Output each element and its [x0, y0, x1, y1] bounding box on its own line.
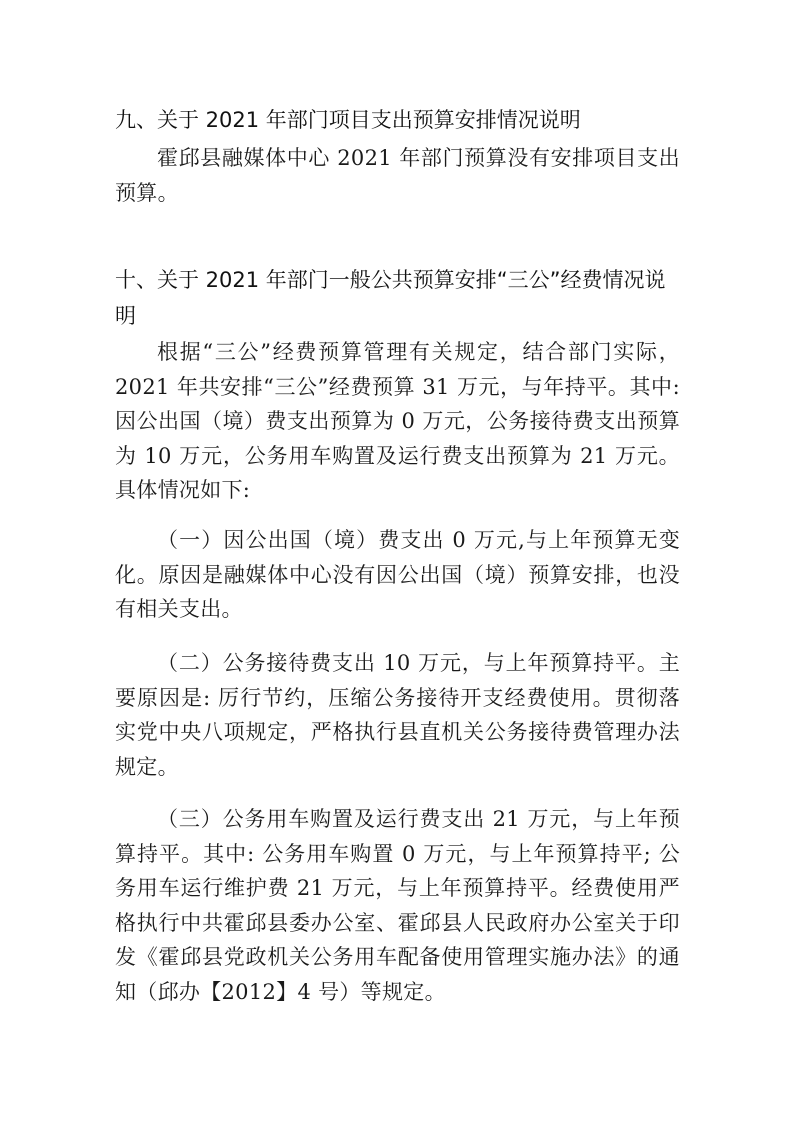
section-9-paragraph-1: 霍邱县融媒体中心 2021 年部门预算没有安排项目支出预算。: [115, 146, 680, 205]
section-9-heading: 九、关于 2021 年部门项目支出预算安排情况说明: [115, 108, 581, 132]
section-10-heading: 十、关于 2021 年部门一般公共预算安排“三公”经费情况说明: [115, 268, 666, 328]
section-10-paragraph-4: （三）公务用车购置及运行费支出 21 万元，与上年预算持平。其中: 公务用车购置 0 万元，与上年预算持平; 公务用车运行维护费 21 万元，与上年预算持平。经费使用严格执行中共霍邱县委办公室、霍邱县人民政府办公室关于印发《霍邱县党政机关公务用车配备使用管理实施办法》的通知（邱办【2012】4 号）等规定。: [115, 807, 680, 1004]
section-10-paragraph-3: （二）公务接待费支出 10 万元，与上年预算持平。主要原因是: 厉行节约，压缩公务接待开支经费使用。贯彻落实党中央八项规定，严格执行县直机关公务接待费管理办法规定。: [115, 651, 680, 779]
section-10-paragraph-2: （一）因公出国（境）费支出 0 万元,与上年预算无变化。原因是融媒体中心没有因公出国（境）预算安排，也没有相关支出。: [115, 528, 680, 621]
section-10-paragraph-1: 根据“三公”经费预算管理有关规定，结合部门实际，2021 年共安排“三公”经费预算 31 万元，与年持平。其中:因公出国（境）费支出预算为 0 万元，公务接待费支出预算为 10 万元，公务用车购置及运行费支出预算为 21 万元。具体情况如下:: [115, 340, 680, 502]
